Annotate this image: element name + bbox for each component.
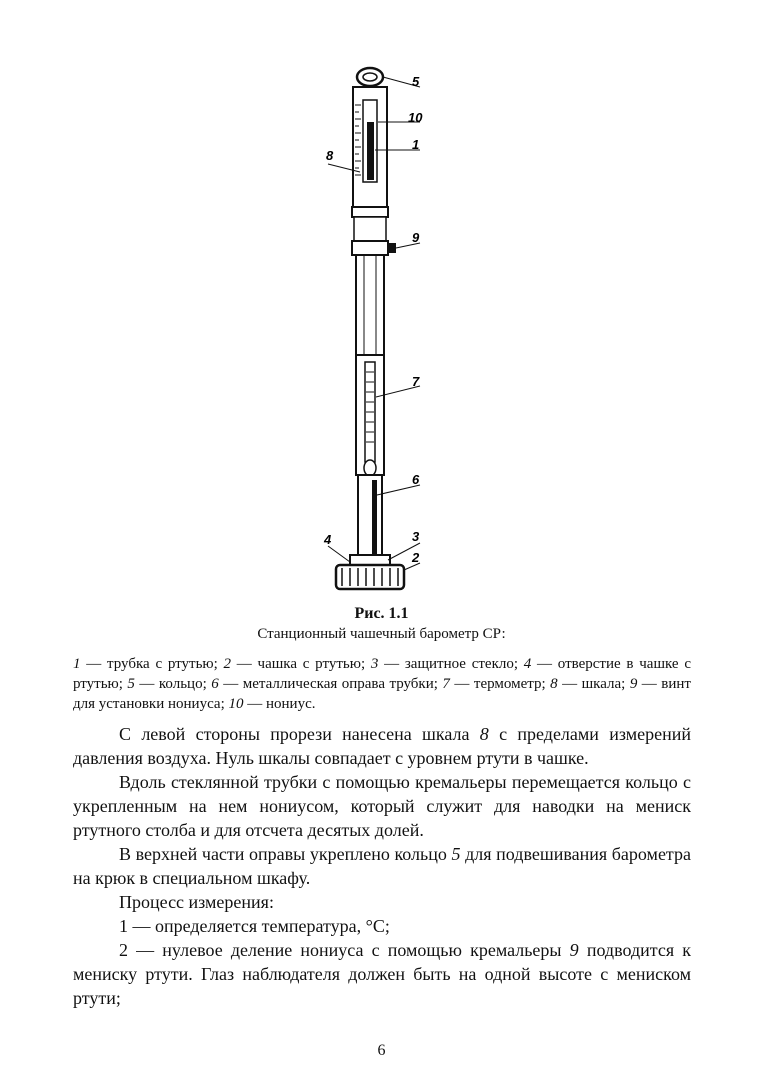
paragraph (73, 722, 691, 770)
legend-item-number: 5 (127, 676, 135, 692)
callout-7: 7 (412, 374, 420, 389)
figure-legend (73, 654, 691, 714)
paragraph-text: с пределами измерений давления воздуха. Нуль шкалы совпадает с уровнем ртути в чашке. (73, 724, 691, 768)
page-number: 6 (377, 1042, 386, 1059)
paragraph (73, 890, 691, 914)
legend-item (371, 656, 524, 672)
legend-item-text: — чашка с ртутью; (231, 656, 371, 672)
legend-item-number: 10 (228, 696, 244, 712)
legend-item (229, 696, 316, 712)
legend-item (127, 676, 211, 692)
paragraph-ref-number: 5 (451, 844, 461, 864)
legend-item (211, 676, 442, 692)
legend-item-text: — винт для установки нониуса; (73, 676, 691, 712)
callout-6: 6 (412, 472, 420, 487)
paragraph-text: Вдоль стеклянной трубки с помощью кремальеры перемещается кольцо с укрепленным на нем нониусом, который служит для наводки на мениск ртутного столба и для отсчета десятых долей. (73, 772, 691, 840)
barometer-figure (300, 60, 460, 600)
legend-item-number: 6 (211, 676, 219, 692)
legend-item-number: 3 (370, 656, 379, 672)
legend-item-text: — нониус. (243, 696, 316, 712)
callout-4: 4 (324, 532, 332, 547)
paragraph-text: В верхней части оправы укреплено кольцо (119, 844, 452, 864)
callout-8: 8 (326, 148, 334, 163)
paragraph-text: подводится к мениску ртути. Глаз наблюдателя должен быть на одной высоте с мениском ртути; (73, 940, 691, 1008)
legend-item-text: — кольцо; (134, 676, 212, 692)
barometer-drawing (300, 60, 460, 600)
paragraph (73, 914, 691, 938)
paragraph-ref-number: 9 (569, 940, 579, 960)
callout-2: 2 (412, 550, 420, 565)
legend-item-number: 1 (73, 656, 81, 672)
paragraph-text: 2 — нулевое деление нониуса с помощью кремальеры (119, 940, 570, 960)
legend-item (224, 656, 371, 672)
callout-3: 3 (412, 529, 420, 544)
legend-item-text: — защитное стекло; (378, 656, 524, 672)
legend-item-text: — металлическая оправа трубки; (218, 676, 443, 692)
paragraph (73, 938, 691, 1010)
legend-item-text: — трубка с ртутью; (80, 656, 224, 672)
callout-1: 1 (412, 137, 420, 152)
callout-9: 9 (412, 230, 420, 245)
paragraph-text: Процесс измерения: (119, 892, 274, 912)
legend-item (550, 676, 630, 692)
legend-item-number: 2 (223, 656, 232, 672)
legend-item-text: — термометр; (449, 676, 551, 692)
paragraph-ref-number: 8 (479, 724, 489, 744)
figure-caption-subtitle: Станционный чашечный барометр СР: (257, 626, 506, 642)
legend-item (73, 656, 224, 672)
paragraph (73, 842, 691, 890)
legend-item-number: 8 (550, 676, 558, 692)
legend-item-text: — шкала; (557, 676, 630, 692)
legend-item-number: 4 (523, 656, 532, 672)
paragraph-text: С левой стороны прорези нанесена шкала (119, 724, 480, 744)
paragraph (73, 770, 691, 842)
body-text (73, 722, 691, 1010)
paragraph-text: 1 — определяется температура, °С; (119, 916, 390, 936)
legend-item-text: — отверстие в чашке с ртутью; (73, 656, 691, 692)
figure-caption-title: Рис. 1.1 (354, 605, 409, 622)
callout-5: 5 (412, 74, 420, 89)
legend-item (442, 676, 550, 692)
callout-10: 10 (408, 110, 423, 125)
legend-item-number: 9 (629, 676, 638, 692)
legend-item-number: 7 (442, 676, 450, 692)
paragraph-text: для подвешивания барометра на крюк в специальном шкафу. (73, 844, 692, 888)
